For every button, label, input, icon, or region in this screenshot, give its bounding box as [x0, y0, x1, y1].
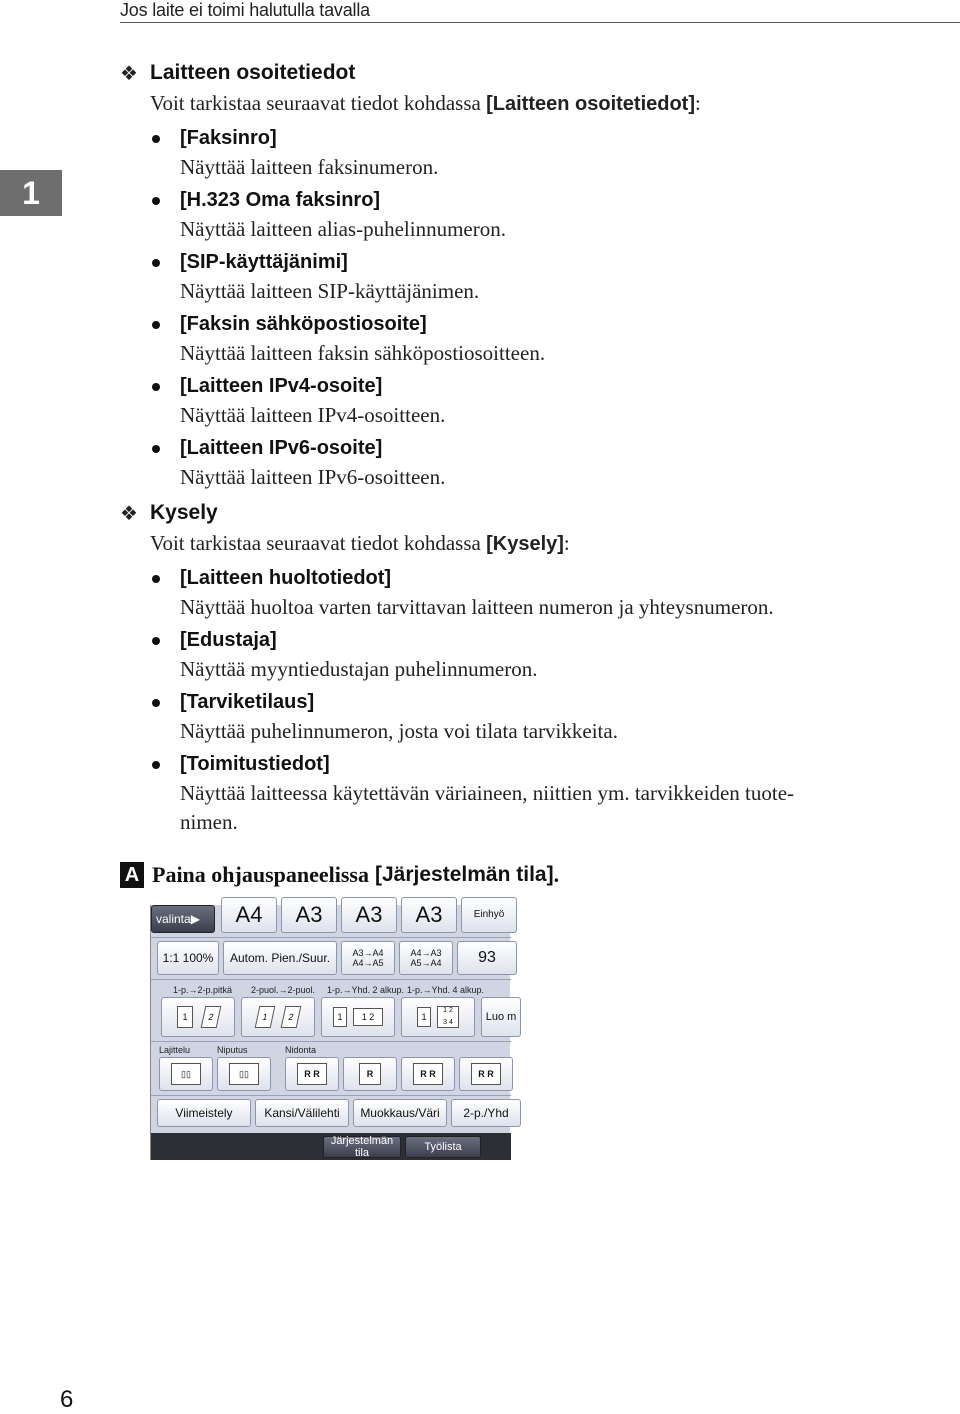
list-item: [SIP-käyttäjänimi] Näyttää laitteen SIP-käyttäjänimen.: [150, 247, 950, 306]
chapter-tab: 1: [0, 170, 62, 216]
step-instruction: A Paina ohjauspaneelissa [Järjestelmän tila] .: [120, 862, 559, 888]
stack-button[interactable]: ▯▯: [217, 1057, 271, 1091]
paper-size-button[interactable]: A3: [341, 897, 397, 933]
staple-button[interactable]: R: [343, 1057, 397, 1091]
list-item: [Faksin sähköpostiosoite] Näyttää laitteen faksin sähköpostiosoitteen.: [150, 309, 950, 368]
auto-reduce-enlarge-button[interactable]: Autom. Pien./Suur.: [223, 941, 337, 975]
edit-color-tab[interactable]: Muokkaus/Väri: [353, 1099, 447, 1127]
staple-button[interactable]: R R: [285, 1057, 339, 1091]
system-status-button[interactable]: Järjestelmän tila: [323, 1136, 401, 1158]
create-margin-button[interactable]: Luo m: [481, 997, 521, 1037]
diamond-bullet-icon: ❖: [120, 61, 138, 85]
duplex-option-button[interactable]: 1 2: [241, 997, 315, 1037]
combine-option-button[interactable]: 1 1 2 3 4: [401, 997, 475, 1037]
list-item: [Toimitustiedot] Näyttää laitteessa käytettävän väriaineen, niittien ym. tarvikkeiden tuote- nimen.: [150, 749, 950, 837]
paper-size-button[interactable]: A4: [221, 897, 277, 933]
ui-reference: [Laitteen osoitetiedot]: [486, 93, 695, 115]
duplex-combine-tab[interactable]: 2-p./Yhd: [451, 1099, 521, 1127]
list-item: [Laitteen IPv4-osoite] Näyttää laitteen IPv4-osoitteen.: [150, 371, 950, 430]
section-intro: Voit tarkistaa seuraavat tiedot kohdassa [Laitteen osoitetiedot]:: [150, 91, 701, 115]
list-item: [H.323 Oma faksinro] Näyttää laitteen alias-puhelinnumeron.: [150, 185, 950, 244]
list-item: [Edustaja] Näyttää myyntiedustajan puhelinnumeron.: [150, 625, 950, 684]
diamond-bullet-icon: ❖: [120, 501, 138, 525]
staple-button[interactable]: R R: [459, 1057, 513, 1091]
enlarge-preset-button[interactable]: A4→A3 A5→A4: [399, 941, 453, 975]
section-inquiry: [120, 498, 950, 837]
page-number: 6: [60, 1386, 74, 1413]
job-list-button[interactable]: Työlista: [405, 1136, 481, 1158]
paper-size-button[interactable]: A3: [281, 897, 337, 933]
item-list: [120, 123, 950, 492]
main-content: [120, 58, 950, 840]
step-number: A: [120, 862, 144, 888]
staple-button[interactable]: R R: [401, 1057, 455, 1091]
combine-option-button[interactable]: 1 1 2: [321, 997, 395, 1037]
ui-reference: [Järjestelmän tila]: [375, 863, 554, 886]
section-title: Laitteen osoitetiedot: [150, 61, 356, 84]
duplex-option-button[interactable]: 1 2: [161, 997, 235, 1037]
sort-button[interactable]: ▯▯: [159, 1057, 213, 1091]
list-item: [Laitteen huoltotiedot] Näyttää huoltoa varten tarvittavan laitteen numeron ja yhteysnumeron.: [150, 563, 950, 622]
running-header: Jos laite ei toimi halutulla tavalla: [120, 0, 370, 20]
zoom-preset-button[interactable]: 93: [457, 941, 517, 975]
item-list: [120, 563, 950, 837]
paper-options-button[interactable]: Einhyö: [461, 897, 517, 933]
finishing-tab[interactable]: Viimeistely: [157, 1099, 251, 1127]
cover-slipsheet-tab[interactable]: Kansi/Välilehti: [255, 1099, 349, 1127]
section-intro: Voit tarkistaa seuraavat tiedot kohdassa [Kysely]:: [150, 531, 570, 555]
header-divider: [120, 22, 960, 23]
list-item: [Laitteen IPv6-osoite] Näyttää laitteen IPv6-osoitteen.: [150, 433, 950, 492]
ratio-display[interactable]: 1:1 100%: [157, 941, 219, 975]
paper-size-button[interactable]: A3: [401, 897, 457, 933]
paper-select-button[interactable]: valinta▶: [151, 905, 215, 933]
list-item: [Tarviketilaus] Näyttää puhelinnumeron, josta voi tilata tarvikkeita.: [150, 687, 950, 746]
list-item: [Faksinro] Näyttää laitteen faksinumeron.: [150, 123, 950, 182]
ui-reference: [Kysely]: [486, 533, 564, 555]
reduce-preset-button[interactable]: A3→A4 A4→A5: [341, 941, 395, 975]
section-title: Kysely: [150, 501, 218, 524]
control-panel-screenshot: valinta▶ A4 A3 A3 A3 Einhyö 1:1 100% Autom. Pien./Suur. A3→A4 A4→A5 A4→A3 A5→A4 93 1-p.→2-p.pitkä 2-puol.→2-puol. 1-p.→Yhd. 2 alkup. 1-p.→Yhd. 4 alkup. 1 2 1 2 1 1 2 1 1 2 3 4 Luo m Lajittelu Niputus Nidonta ▯▯ ▯▯ R R R R R R R Viimeistely Kansi/Välilehti Muokkaus/Väri 2-p./Yhd Järjestelmän tila Työlista: [150, 905, 510, 1160]
section-device-address-info: [120, 58, 950, 492]
